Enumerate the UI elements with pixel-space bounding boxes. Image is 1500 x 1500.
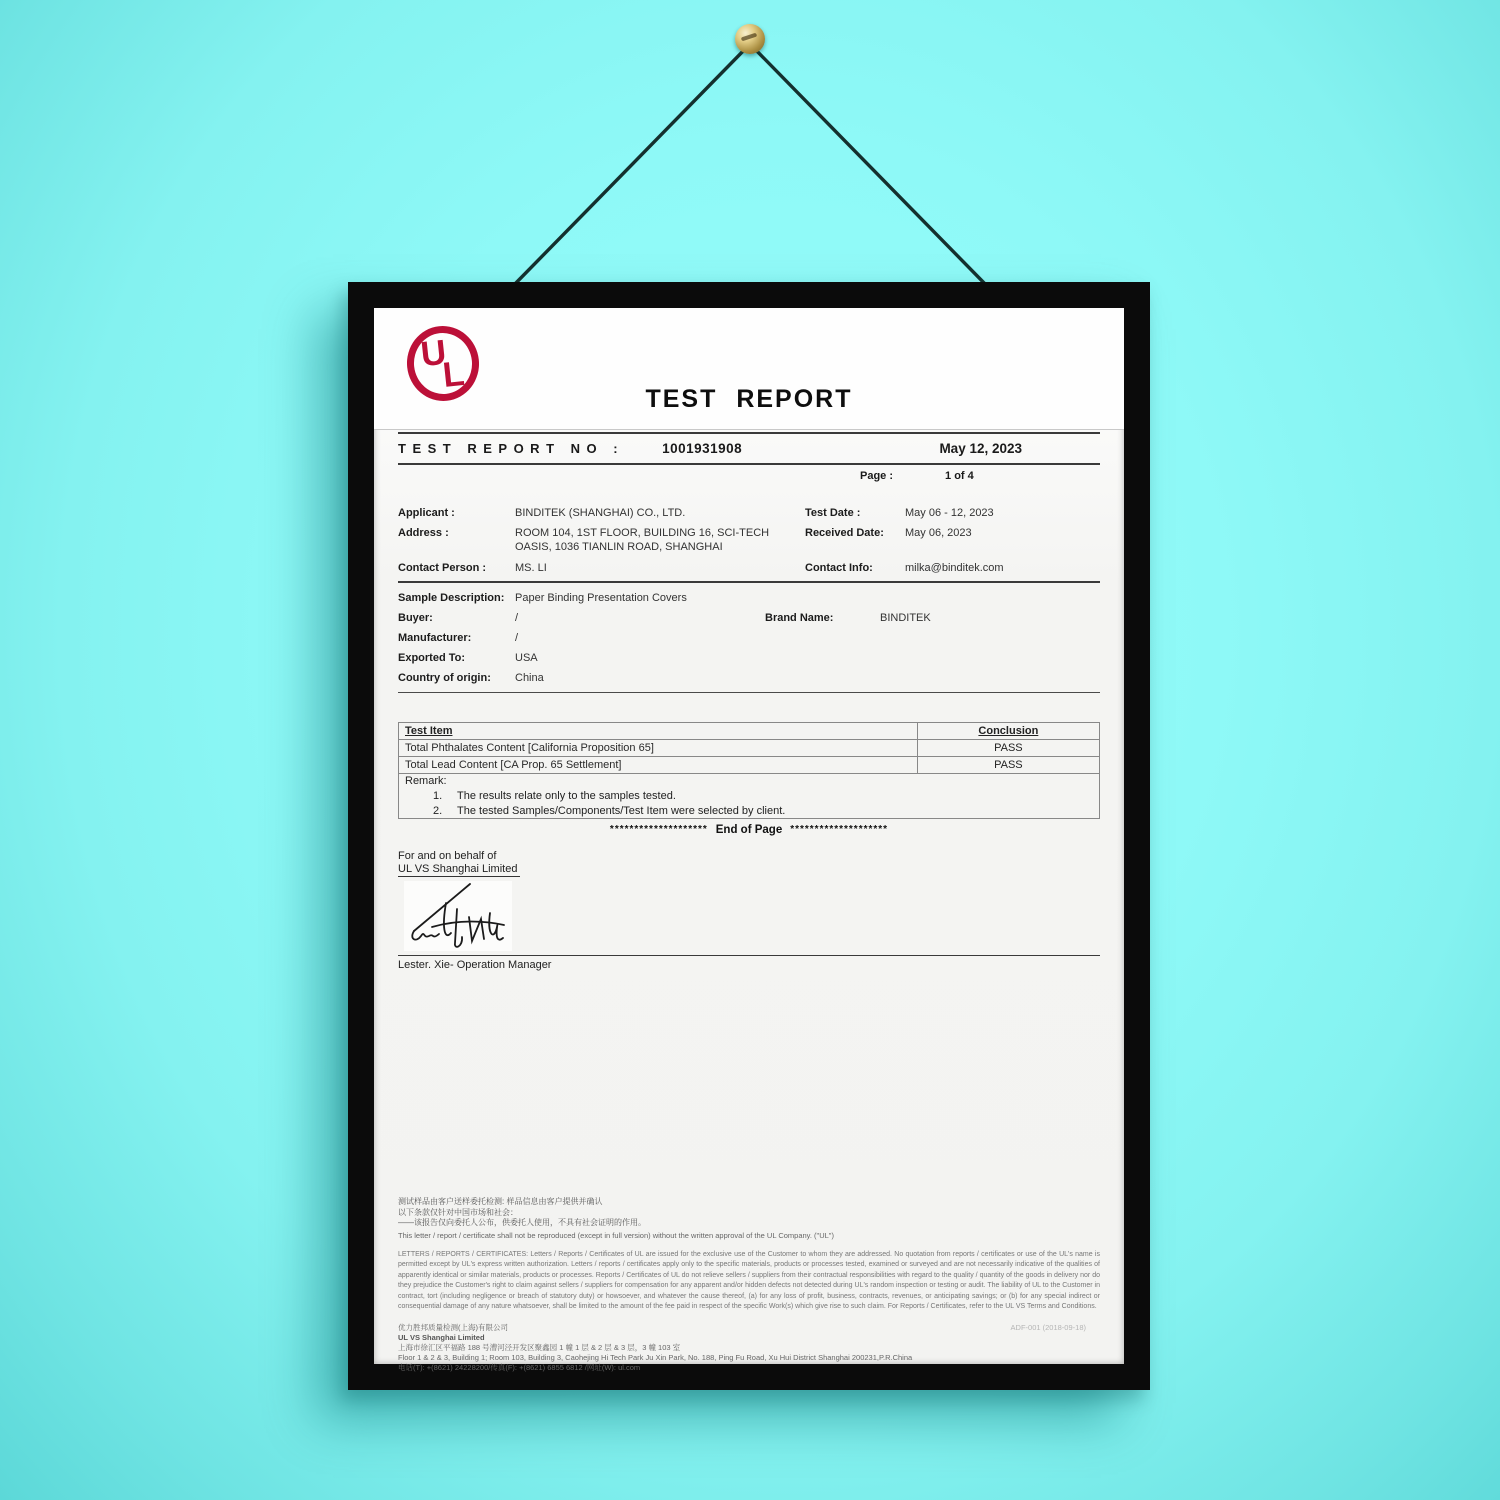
picture-frame xyxy=(348,282,1150,1390)
divider xyxy=(398,692,1100,693)
brand-label: Brand Name: xyxy=(765,612,834,624)
remark-cell xyxy=(399,774,1100,819)
page-row xyxy=(398,465,1100,486)
report-no-value: 1001931908 xyxy=(662,441,743,456)
footer-cn-line: 以下条款仅针对中国市场和社会： xyxy=(398,1207,518,1217)
test-date-value: May 06 - 12, 2023 xyxy=(905,507,994,519)
remark-number: 2. xyxy=(433,805,443,817)
company-address-cn: 上海市徐汇区平福路 188 号漕河泾开发区聚鑫园 1 幢 1 层 & 2 层 & 3 层，3 幢 103 室 xyxy=(398,1342,681,1352)
footer-reproduction-note: This letter / report / certificate shall not be reproduced (except in full version) without the written approval of the UL Company. ("UL") xyxy=(398,1230,834,1240)
remark-text: The results relate only to the samples tested. xyxy=(457,790,676,802)
nail-icon xyxy=(735,24,765,54)
sample-description-row xyxy=(398,592,1100,605)
divider xyxy=(398,581,1100,583)
exported-value: USA xyxy=(515,652,538,664)
test-report-document xyxy=(374,308,1124,1373)
remark-item xyxy=(405,790,1093,802)
signing-company: UL VS Shanghai Limited xyxy=(398,863,520,877)
column-header-test-item: Test Item xyxy=(399,723,918,740)
end-of-page-label: End of Page xyxy=(715,824,783,836)
asterisk-band: ******************** xyxy=(790,824,889,835)
remark-label: Remark: xyxy=(405,775,447,787)
contact-info-label: Contact Info: xyxy=(805,562,873,574)
test-results-table xyxy=(398,722,1100,819)
report-no-label: TEST REPORT NO : xyxy=(398,441,625,456)
company-name-cn: 优力胜邦质量检测(上海)有限公司 xyxy=(398,1322,508,1332)
origin-row xyxy=(398,672,1100,685)
address-label: Address : xyxy=(398,527,449,539)
manufacturer-row xyxy=(398,632,1100,645)
document-title: TEST REPORT xyxy=(645,385,853,413)
ul-logo-letter-l: L xyxy=(440,353,467,395)
signatory-name: Lester. Xie- Operation Manager xyxy=(398,959,552,971)
page-value: 1 of 4 xyxy=(945,469,974,482)
address-value: ROOM 104, 1ST FLOOR, BUILDING 16, SCI-TECH OASIS, 1036 TIANLIN ROAD, SHANGHAI xyxy=(515,527,770,553)
manufacturer-value: / xyxy=(515,632,519,644)
received-date-value: May 06, 2023 xyxy=(905,527,972,539)
applicant-info-block xyxy=(398,506,1100,575)
document-code: ADF-001 (2018-09-18) xyxy=(1010,1322,1086,1332)
table-row xyxy=(399,740,1100,757)
brand-value: BINDITEK xyxy=(880,612,931,624)
remark-text: The tested Samples/Components/Test Item were selected by client. xyxy=(457,805,786,817)
buyer-row xyxy=(398,612,1100,625)
footer-company-block xyxy=(398,1323,1100,1374)
sample-description-label: Sample Description: xyxy=(398,592,505,604)
document-header xyxy=(374,308,1124,430)
buyer-value: / xyxy=(515,612,519,624)
document-footer xyxy=(398,1197,1100,1373)
contact-person-label: Contact Person : xyxy=(398,562,487,574)
remark-row xyxy=(399,774,1100,819)
test-item-cell: Total Phthalates Content [California Proposition 65] xyxy=(399,740,918,757)
applicant-row xyxy=(398,506,1100,520)
manufacturer-label: Manufacturer: xyxy=(398,632,472,644)
conclusion-cell: PASS xyxy=(917,740,1099,757)
conclusion-cell: PASS xyxy=(917,757,1099,774)
buyer-label: Buyer: xyxy=(398,612,433,624)
footer-disclaimer: LETTERS / REPORTS / CERTIFICATES: Letters / Reports / Certificates of UL are issued for the exclusive use of the Customer to whom they are addressed. No quotation from reports / certificates or use of the UL's name is permitted except by UL's express written authorization. Letters / reports / certificates apply only to the specific materials, products or processes tested, examined or surveyed and are not necessarily indicative of the qualities of apparently identical or similar materials, products or processes. Reports / Certificates of UL do not relieve sellers / suppliers from their contractual responsibilities with regard to the quality / quantity of the goods in delivery nor do they prejudice the Customer's right to claim against sellers / suppliers for compensation for any apparent and/or hidden defects not detected during UL's random inspection or testing or audit. The liability of UL to the Customer in contract, tort (including negligence or breach of statutory duty) or howsoever, and whatever the cause thereof, (a) for any loss of profit, business, contracts, revenues, or anticipating savings; or (b) for any special indirect or consequential damage of any nature whatsoever, shall be limited to the amount of the fee paid in respect of the specific Work(s) which give rise to such claim. For Reports / Certificates, refer to the UL VS Terms and Conditions. xyxy=(398,1250,1100,1311)
exported-row xyxy=(398,652,1100,665)
origin-label: Country of origin: xyxy=(398,672,491,684)
signature-rule xyxy=(398,955,1100,956)
table-row xyxy=(399,757,1100,774)
column-header-conclusion: Conclusion xyxy=(917,723,1099,740)
signature-area xyxy=(398,877,1100,955)
footer-cn-line: ——该报告仅向委托人公布，供委托人使用，不具有社会证明的作用。 xyxy=(398,1218,646,1228)
table-header-row xyxy=(399,723,1100,740)
company-address-en: Floor 1 & 2 & 3, Building 1; Room 103, Building 3, Caohejing Hi Tech Park Ju Xin Park, No. 188, Ping Fu Road, Xu Hui District Shanghai 200231,P.R.China xyxy=(398,1353,913,1363)
page-label: Page : xyxy=(860,469,894,482)
sample-description-value: Paper Binding Presentation Covers xyxy=(515,592,687,604)
applicant-label: Applicant : xyxy=(398,507,455,519)
asterisk-band: ******************** xyxy=(609,824,708,835)
report-number-row xyxy=(398,432,1100,465)
remark-item xyxy=(405,805,1093,817)
test-date-label: Test Date : xyxy=(805,507,861,519)
exported-label: Exported To: xyxy=(398,652,466,664)
company-name-en: UL VS Shanghai Limited xyxy=(398,1332,485,1342)
report-date: May 12, 2023 xyxy=(939,441,1022,456)
applicant-value: BINDITEK (SHANGHAI) CO., LTD. xyxy=(515,507,686,519)
ul-logo-letter-u: U xyxy=(418,332,449,375)
contact-info-value: milka@binditek.com xyxy=(905,562,1004,574)
end-of-page-line xyxy=(398,824,1100,836)
signature-icon xyxy=(404,881,512,951)
origin-value: China xyxy=(515,672,544,684)
footer-cn-line: 测试样品由客户送样委托检测: 样品信息由客户提供并确认 xyxy=(398,1197,603,1206)
sample-info-block xyxy=(398,592,1100,685)
company-phone: 电话(T): +(8621) 24228200/传真(F): +(8621) 6855 6812 /网址(W): ul.com xyxy=(398,1363,641,1373)
remark-number: 1. xyxy=(433,790,443,802)
test-item-cell: Total Lead Content [CA Prop. 65 Settlement] xyxy=(399,757,918,774)
contact-row xyxy=(398,561,1100,575)
address-row xyxy=(398,526,1100,554)
received-date-label: Received Date: xyxy=(805,527,884,539)
signature-intro xyxy=(398,850,1100,877)
on-behalf-text: For and on behalf of xyxy=(398,850,497,862)
contact-person-value: MS. LI xyxy=(515,562,547,574)
